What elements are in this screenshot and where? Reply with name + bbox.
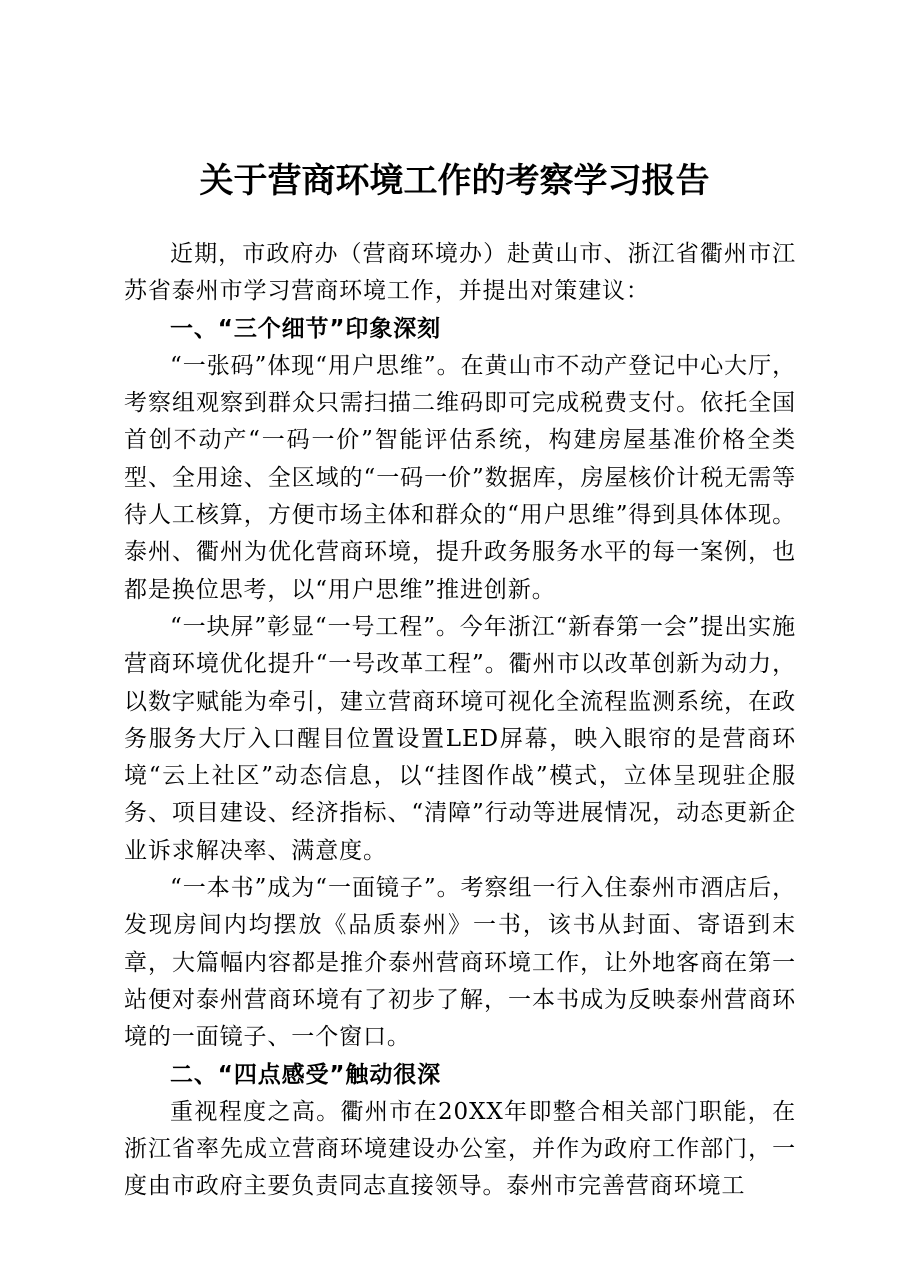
body-paragraph: “一张码”体现“用户思维”。在黄山市不动产登记中心大厅，考察组观察到群众只需扫描二维码即可完成税费支付。依托全国首创不动产“一码一价”智能评估系统，构建房屋基准价格全类型、全用途、全区域的“一码一价”数据库，房屋核价计税无需等待人工核算，方便市场主体和群众的“用户思维”得到具体体现。泰州、衢州为优化营商环境，提升政务服务水平的每一案例，也都是换位思考，以“用户思维”推进创新。 <box>124 352 796 603</box>
body-paragraph: “一块屏”彰显“一号工程”。今年浙江“新春第一会”提出实施营商环境优化提升“一号改革工程”。衢州市以改革创新为动力，以数字赋能为牵引，建立营商环境可视化全流程监测系统，在政务服务大厅入口醒目位置设置LED屏幕，映入眼帘的是营商环境“云上社区”动态信息，以“挂图作战”模式，立体呈现驻企服务、项目建设、经济指标、“清障”行动等进展情况，动态更新企业诉求解决率、满意度。 <box>124 613 796 864</box>
document-title: 关于营商环境工作的考察学习报告 <box>199 161 710 201</box>
body-paragraph: 重视程度之高。衢州市在20XX年即整合相关部门职能，在浙江省率先成立营商环境建设办公室，并作为政府工作部门，一度由市政府主要负责同志直接领导。泰州市完善营商环境工 <box>124 1098 796 1200</box>
document-body <box>124 236 796 1206</box>
section-heading: 二、“四点感受”触动很深 <box>170 1061 442 1088</box>
body-paragraph: “一本书”成为“一面镜子”。考察组一行入住泰州市酒店后，发现房间内均摆放《品质泰州》一书，该书从封面、寄语到末章，大篇幅内容都是推介泰州营商环境工作，让外地客商在第一站便对泰州营商环境有了初步了解，一本书成为反映泰州营商环境的一面镜子、一个窗口。 <box>124 875 796 1051</box>
section-heading: 一、“三个细节”印象深刻 <box>170 315 442 342</box>
intro-paragraph: 近期，市政府办（营商环境办）赴黄山市、浙江省衢州市江苏省泰州市学习营商环境工作，并提出对策建议： <box>124 241 796 305</box>
